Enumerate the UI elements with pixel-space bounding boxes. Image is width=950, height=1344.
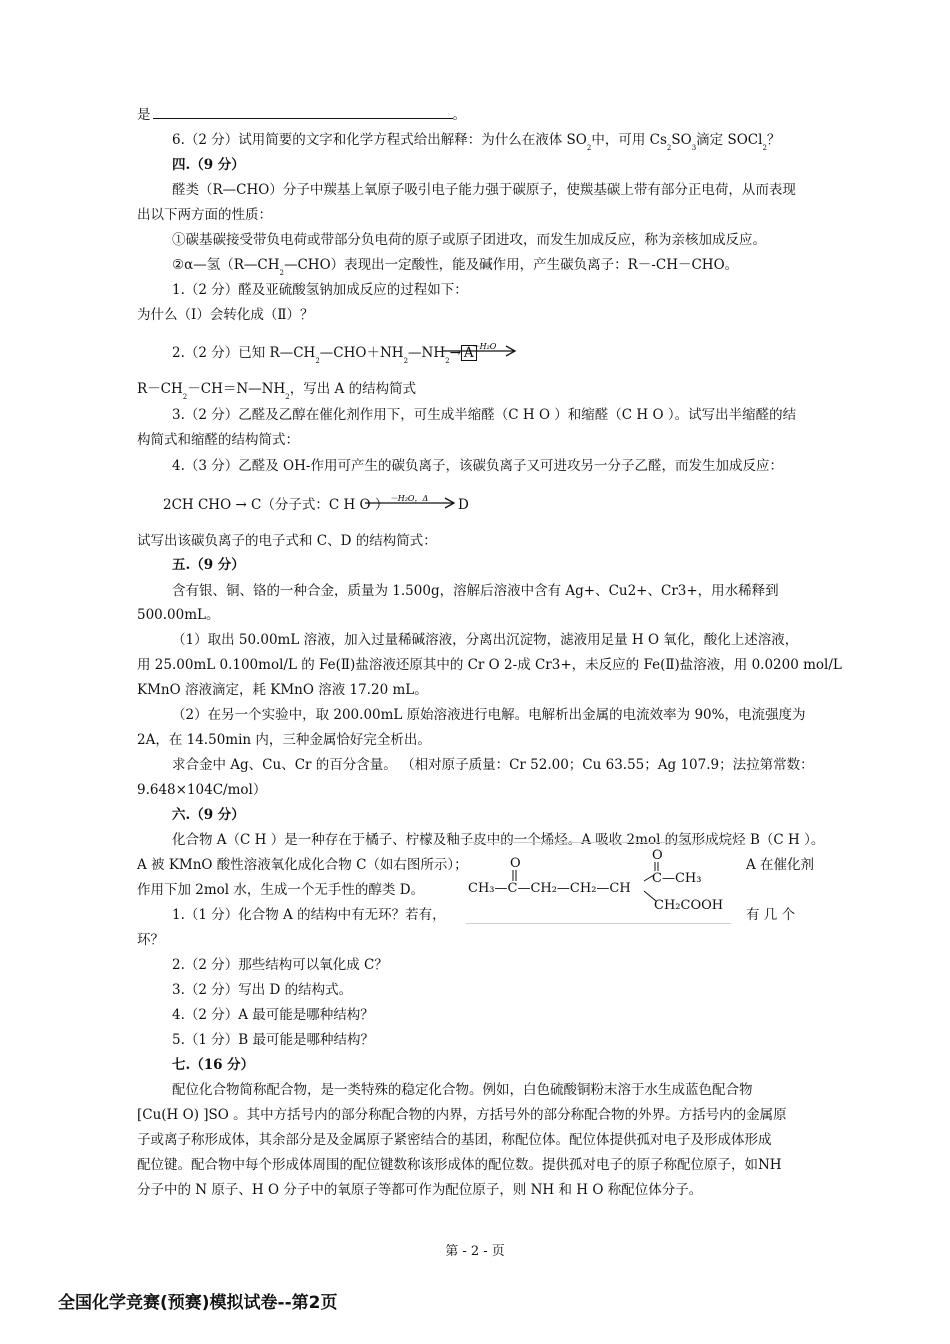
q6-text-d: 滴定 SOCl	[696, 132, 763, 148]
document-title: 全国化学竞赛(预赛)模拟试卷--第2页	[58, 1293, 338, 1313]
sec4-q2-product: $R-CH_2-CH=N—NH_2$，写出 A 的结构简式	[137, 381, 417, 401]
q2-text-c: —NH	[408, 345, 446, 361]
sec4-q1: 1.（2 分）醛及亚硫酸氢钠加成反应的过程如下：	[172, 282, 468, 298]
section-7-heading: 七.（16 分）	[172, 1057, 255, 1073]
sec4-q3-b: 构简式和缩醛的结构简式：	[137, 432, 299, 448]
blank-line	[153, 106, 453, 119]
section-4-heading: 四.（9 分）	[172, 157, 245, 173]
sec4-q2: 2.（2 分）已知 $R—CH_2—CHO+NH_2—NH_2\to A$	[172, 344, 477, 370]
answer-end: 。	[452, 107, 466, 123]
sec5-line-3: （1）取出 50.00mL 溶液，加入过量稀碱溶液，分离出沉淀物，滤液用足量 H O 氧化，酸化上述溶液，	[172, 632, 799, 648]
reaction-arrow-icon	[363, 492, 463, 514]
sec6-line-2-right: A 在催化剂	[746, 857, 815, 873]
sec4-q3: 3.（2 分）乙醛及乙醇在催化剂作用下，可生成半缩醛（C H O ）和缩醛（C H O ）。试写出半缩醛的结	[172, 407, 797, 423]
compound-c-structure	[466, 842, 731, 924]
q2-text-e: R－CH	[137, 381, 183, 397]
sec4-q4-b: 试写出该碳负离子的电子式和 C、D 的结构简式：	[137, 533, 437, 549]
compound-a-box: A	[461, 345, 477, 361]
arrow-label: －H₂O，Δ	[389, 494, 429, 503]
structure-diagram	[466, 843, 731, 923]
sec6-line-4-right: 有 几 个	[746, 907, 796, 923]
sec5-line-9: 9.648×104C/mol）	[137, 782, 267, 798]
p2-text-a: ②α—氢（R—CH	[172, 257, 280, 273]
sec6-line-2: A 被 KMnO 酸性溶液氧化成化合物 C（如右图所示）；	[137, 857, 468, 873]
answer-line	[137, 106, 466, 124]
page-number: 第 - 2 - 页	[445, 1244, 505, 1259]
sec5-line-2: 500.00mL。	[137, 607, 220, 623]
structure-side-chain: CH₂COOH	[654, 898, 724, 913]
question-6: 6.（2 分）试用简要的文字和化学方程式给出解释：为什么在液体 $SO_2$中，可用 $Cs_2SO_3$滴定 SOCl$_2$？	[172, 132, 781, 152]
q2-text-a: 2.（2 分）已知 R—CH	[172, 345, 316, 361]
sec4-q4-equation: 2CH CHO → C（分子式：C H O ）	[163, 497, 389, 513]
q2-text-f: －CH＝N—NH	[187, 381, 286, 397]
section-6-heading: 六.（9 分）	[172, 807, 245, 823]
p2-text-b: —CHO）表现出一定酸性，能及碱作用，产生碳负离子：R－-CH－CHO。	[283, 257, 739, 273]
sec6-q4: 4.（2 分）A 最可能是哪种结构？	[172, 1007, 374, 1023]
q2-arrow-small: →	[449, 345, 461, 361]
sec7-line-4: 配位键。配合物中每个形成体周围的配位键数称该形成体的配位数。提供孤对电子的原子称配位原子，如NH	[137, 1157, 782, 1173]
q6-text-b: 中，可用 Cs	[591, 132, 667, 148]
arrow-label: －H₂O	[471, 342, 497, 351]
sec5-line-7: 2A，在 14.50min 内，三种金属恰好完全析出。	[137, 732, 431, 748]
sec6-line-3: 作用下加 2mol 水，生成一个无手性的醇类 D。	[137, 882, 425, 898]
sec5-line-8: 求合金中 Ag、Cu、Cr 的百分含量。 （相对原子质量：Cr 52.00；Cu 63.55；Ag 107.9；法拉第常数：	[172, 757, 814, 773]
structure-ketone: C—CH₃	[652, 871, 702, 886]
sec4-q1-followup: 为什么（Ⅰ）会转化成（Ⅱ）？	[137, 307, 314, 323]
answer-prefix: 是	[137, 107, 151, 123]
q6-text-c: SO	[671, 132, 692, 148]
structure-oxygen-2: O	[652, 848, 663, 863]
sec7-line-5: 分子中的 N 原子、H O 分子中的氧原子等都可作为配位原子，则 NH 和 H O 称配位体分子。	[137, 1182, 703, 1198]
sec4-property-2: ②α—氢$(R—CH_2—CHO)$表现出一定酸性，能及碱作用，产生碳负离子：R－-CH－CHO。	[172, 257, 739, 277]
sec7-line-1: 配位化合物简称配合物，是一类特殊的稳定化合物。例如，白色硫酸铜粉末溶于水生成蓝色配合物	[172, 1082, 753, 1098]
reaction-arrow-icon	[440, 340, 520, 362]
sec7-line-3: 子或离子称形成体，其余部分是及金属原子紧密结合的基团，称配位体。配位体提供孤对电子及形成体形成	[137, 1132, 772, 1148]
sec5-line-6: （2）在另一个实验中，取 200.00mL 原始溶液进行电解。电解析出金属的电流效率为 90%，电流强度为	[172, 707, 806, 723]
sec4-intro-2: 出以下两方面的性质：	[137, 207, 272, 223]
sec6-line-4: 1.（1 分）化合物 A 的结构中有无环？若有，	[172, 907, 446, 923]
sec4-q4: 4.（3 分）乙醛及 OH-作用可产生的碳负离子，该碳负离子又可进攻另一分子乙醛，而发生加成反应：	[172, 458, 783, 474]
sec5-line-1: 含有银、铜、铬的一种合金，质量为 1.500g，溶解后溶液中含有 Ag+、Cu2+、Cr3+，用水稀释到	[172, 583, 779, 599]
structure-oxygen-1: O	[510, 856, 521, 871]
sec6-q3: 3.（2 分）写出 D 的结构式。	[172, 982, 353, 998]
product-d: D	[458, 497, 469, 513]
sec4-property-1: ①碳基碳接受带负电荷或带部分负电荷的原子或原子团进攻，而发生加成反应，称为亲核加成反应。	[172, 232, 766, 248]
q2-text-g: ，写出 A 的结构简式	[289, 381, 417, 397]
structure-main-chain: CH₃—C—CH₂—CH₂—CH	[468, 881, 631, 896]
q6-text-a: 6.（2 分）试用简要的文字和化学方程式给出解释：为什么在液体 SO	[172, 132, 587, 148]
sec4-intro-1: 醛类（R—CHO）分子中羰基上氧原子吸引电子能力强于碳原子，使羰基碳上带有部分正电荷，从而表现	[172, 182, 796, 198]
q2-text-b: —CHO＋NH	[319, 345, 404, 361]
sec6-line-1: 化合物 A（C H ）是一种存在于橘子、柠檬及釉子皮中的一个烯烃。A 吸收 2mol 的氢形成烷烃 B（C H ）。	[172, 832, 825, 848]
sec6-q5: 5.（1 分）B 最可能是哪种结构？	[172, 1032, 374, 1048]
sec6-line-5: 环？	[137, 932, 164, 948]
section-5-heading: 五.（9 分）	[172, 557, 245, 573]
sec7-line-2: [Cu(H O) ]SO 。其中方括号内的部分称配合物的内界，方括号外的部分称配合物的外界。方括号内的金属原	[137, 1107, 787, 1123]
q6-text-e: ？	[766, 132, 781, 148]
sec5-line-5: KMnO 溶液滴定，耗 KMnO 溶液 17.20 mL。	[137, 682, 428, 698]
sec6-q2: 2.（2 分）那些结构可以氧化成 C？	[172, 957, 388, 973]
sec5-line-4: 用 25.00mL 0.100mol/L 的 Fe(Ⅱ)盐溶液还原其中的 Cr O 2-成 Cr3+，未反应的 Fe(Ⅱ)盐溶液，用 0.0200 mol/L	[137, 657, 842, 673]
